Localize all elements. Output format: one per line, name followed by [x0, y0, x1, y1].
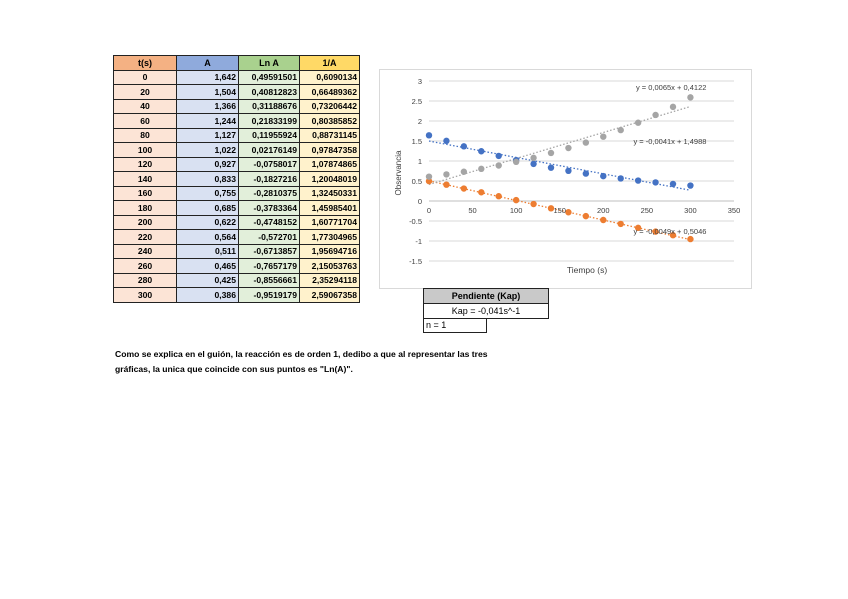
cell-inverse-absorbance: 1,45985401	[300, 201, 360, 216]
data-point	[600, 133, 606, 139]
y-axis-title: Observancia	[394, 150, 403, 196]
x-tick-label: 150	[553, 206, 566, 215]
cell-absorbance: 1,022	[177, 143, 239, 158]
cell-ln-absorbance: 0,11955924	[239, 128, 300, 143]
cell-absorbance: 0,927	[177, 157, 239, 172]
data-point	[478, 166, 484, 172]
x-tick-label: 350	[727, 206, 741, 215]
cell-ln-absorbance: -0,4748152	[239, 215, 300, 230]
data-point	[478, 189, 484, 195]
cell-time: 160	[114, 186, 177, 201]
x-tick-label: 200	[597, 206, 610, 215]
cell-inverse-absorbance: 0,80385852	[300, 114, 360, 129]
data-point	[600, 217, 606, 223]
data-point	[426, 132, 432, 138]
table-row	[114, 157, 360, 172]
data-point	[687, 94, 693, 100]
cell-absorbance: 0,386	[177, 288, 239, 303]
data-point	[530, 155, 536, 161]
cell-absorbance: 0,755	[177, 186, 239, 201]
y-tick-label: 0	[417, 197, 422, 206]
y-tick-label: 1.5	[411, 137, 422, 146]
scatter-chart	[380, 70, 751, 288]
cell-ln-absorbance: -0,8556661	[239, 273, 300, 288]
header-absorbance: A	[177, 56, 239, 71]
cell-ln-absorbance: -0,9519179	[239, 288, 300, 303]
cell-absorbance: 1,504	[177, 85, 239, 100]
data-point	[496, 193, 502, 199]
cell-ln-absorbance: -0,2810375	[239, 186, 300, 201]
table-row	[114, 85, 360, 100]
y-tick-label: 2	[417, 117, 422, 126]
data-point	[530, 161, 536, 167]
table-row	[114, 114, 360, 129]
data-point	[478, 148, 484, 154]
y-tick-label: -1	[415, 237, 422, 246]
data-point	[583, 213, 589, 219]
x-tick-label: 300	[684, 206, 697, 215]
cell-absorbance: 0,833	[177, 172, 239, 187]
y-tick-label: 3	[417, 77, 422, 86]
data-point	[548, 150, 554, 156]
cell-ln-absorbance: -0,1827216	[239, 172, 300, 187]
trendline-equation: y = -0,0041x + 1,4988	[633, 137, 707, 146]
y-tick-label: -1.5	[409, 257, 422, 266]
cell-absorbance: 0,465	[177, 259, 239, 274]
cell-time: 100	[114, 143, 177, 158]
cell-time: 280	[114, 273, 177, 288]
table-row	[114, 259, 360, 274]
table-row	[114, 201, 360, 216]
y-tick-label: 0.5	[411, 177, 422, 186]
trendline-equation: y = -0,0049x + 0,5046	[633, 227, 707, 236]
data-point	[618, 127, 624, 133]
data-point	[513, 197, 519, 203]
data-point	[583, 139, 589, 145]
cell-inverse-absorbance: 1,77304965	[300, 230, 360, 245]
table-row	[114, 230, 360, 245]
cell-ln-absorbance: -0,3783364	[239, 201, 300, 216]
cell-time: 300	[114, 288, 177, 303]
cell-absorbance: 1,642	[177, 70, 239, 85]
cell-inverse-absorbance: 0,97847358	[300, 143, 360, 158]
cell-ln-absorbance: 0,49591501	[239, 70, 300, 85]
data-point	[652, 112, 658, 118]
cell-inverse-absorbance: 1,32450331	[300, 186, 360, 201]
cell-inverse-absorbance: 0,6090134	[300, 70, 360, 85]
table-row	[114, 99, 360, 114]
cell-absorbance: 1,244	[177, 114, 239, 129]
slope-header: Pendiente (Kap)	[424, 289, 549, 304]
cell-ln-absorbance: 0,02176149	[239, 143, 300, 158]
cell-time: 60	[114, 114, 177, 129]
table-row	[114, 70, 360, 85]
explanation-line-1: Como se explica en el guión, la reacción es de orden 1, dedibo a que al representar las tres	[115, 349, 488, 359]
data-point	[461, 185, 467, 191]
chart-container	[379, 69, 752, 289]
data-point	[426, 173, 432, 179]
cell-time: 260	[114, 259, 177, 274]
cell-absorbance: 0,564	[177, 230, 239, 245]
cell-inverse-absorbance: 0,73206442	[300, 99, 360, 114]
data-point	[461, 143, 467, 149]
y-tick-label: 2.5	[411, 97, 422, 106]
cell-absorbance: 0,511	[177, 244, 239, 259]
x-tick-label: 50	[468, 206, 477, 215]
header-ln-absorbance: Ln A	[239, 56, 300, 71]
data-point	[670, 104, 676, 110]
explanation-line-2: gráficas, la unica que coincide con sus puntos es "Ln(A)".	[115, 364, 353, 374]
cell-ln-absorbance: 0,21833199	[239, 114, 300, 129]
y-tick-label: -0.5	[409, 217, 422, 226]
table-row	[114, 186, 360, 201]
cell-absorbance: 1,127	[177, 128, 239, 143]
slope-value: Kap = -0,041s^-1	[424, 304, 549, 319]
cell-inverse-absorbance: 1,95694716	[300, 244, 360, 259]
cell-time: 20	[114, 85, 177, 100]
x-tick-label: 250	[640, 206, 654, 215]
data-point	[565, 209, 571, 215]
cell-ln-absorbance: -0,0758017	[239, 157, 300, 172]
data-point	[443, 171, 449, 177]
data-point	[687, 182, 693, 188]
table-row	[114, 288, 360, 303]
data-points	[426, 94, 694, 242]
table-header-row	[114, 56, 360, 71]
data-point	[565, 145, 571, 151]
y-tick-label: 1	[417, 157, 422, 166]
data-point	[443, 138, 449, 144]
cell-time: 80	[114, 128, 177, 143]
cell-ln-absorbance: -0,6713857	[239, 244, 300, 259]
data-point	[635, 120, 641, 126]
header-inverse-absorbance: 1/A	[300, 56, 360, 71]
slope-table	[423, 288, 549, 319]
data-point	[548, 164, 554, 170]
data-point	[530, 201, 536, 207]
cell-inverse-absorbance: 1,60771704	[300, 215, 360, 230]
data-point	[565, 168, 571, 174]
table-row	[114, 244, 360, 259]
x-tick-label: 100	[509, 206, 523, 215]
data-point	[496, 162, 502, 168]
data-point	[670, 181, 676, 187]
trendlines	[426, 107, 690, 240]
data-point	[652, 179, 658, 185]
x-axis-title: Tiempo (s)	[566, 265, 608, 275]
cell-inverse-absorbance: 0,66489362	[300, 85, 360, 100]
data-point	[618, 221, 624, 227]
data-point	[443, 181, 449, 187]
table-row	[114, 215, 360, 230]
cell-ln-absorbance: -0,7657179	[239, 259, 300, 274]
data-point	[513, 159, 519, 165]
table-row	[114, 143, 360, 158]
data-point	[583, 170, 589, 176]
cell-inverse-absorbance: 2,59067358	[300, 288, 360, 303]
header-time: t(s)	[114, 56, 177, 71]
cell-absorbance: 1,366	[177, 99, 239, 114]
cell-ln-absorbance: 0,31188676	[239, 99, 300, 114]
x-tick-label: 0	[426, 206, 432, 215]
table-body	[114, 70, 360, 302]
data-point	[461, 169, 467, 175]
table-row	[114, 273, 360, 288]
cell-time: 180	[114, 201, 177, 216]
cell-inverse-absorbance: 1,20048019	[300, 172, 360, 187]
cell-absorbance: 0,685	[177, 201, 239, 216]
data-point	[687, 236, 693, 242]
reaction-order: n = 1	[423, 318, 487, 333]
cell-absorbance: 0,622	[177, 215, 239, 230]
cell-time: 40	[114, 99, 177, 114]
cell-inverse-absorbance: 2,15053763	[300, 259, 360, 274]
data-point	[635, 177, 641, 183]
cell-inverse-absorbance: 1,07874865	[300, 157, 360, 172]
trendline	[429, 141, 690, 190]
data-table	[113, 55, 360, 303]
data-point	[496, 153, 502, 159]
cell-absorbance: 0,425	[177, 273, 239, 288]
cell-time: 220	[114, 230, 177, 245]
cell-time: 200	[114, 215, 177, 230]
table-row	[114, 128, 360, 143]
cell-time: 0	[114, 70, 177, 85]
cell-time: 120	[114, 157, 177, 172]
table-row	[114, 172, 360, 187]
data-point	[600, 173, 606, 179]
cell-inverse-absorbance: 2,35294118	[300, 273, 360, 288]
cell-time: 140	[114, 172, 177, 187]
cell-time: 240	[114, 244, 177, 259]
data-point	[618, 175, 624, 181]
cell-inverse-absorbance: 0,88731145	[300, 128, 360, 143]
cell-ln-absorbance: 0,40812823	[239, 85, 300, 100]
trendline-equation: y = 0,0065x + 0,4122	[635, 83, 707, 92]
cell-ln-absorbance: -0,572701	[239, 230, 300, 245]
explanation-text	[115, 347, 555, 377]
